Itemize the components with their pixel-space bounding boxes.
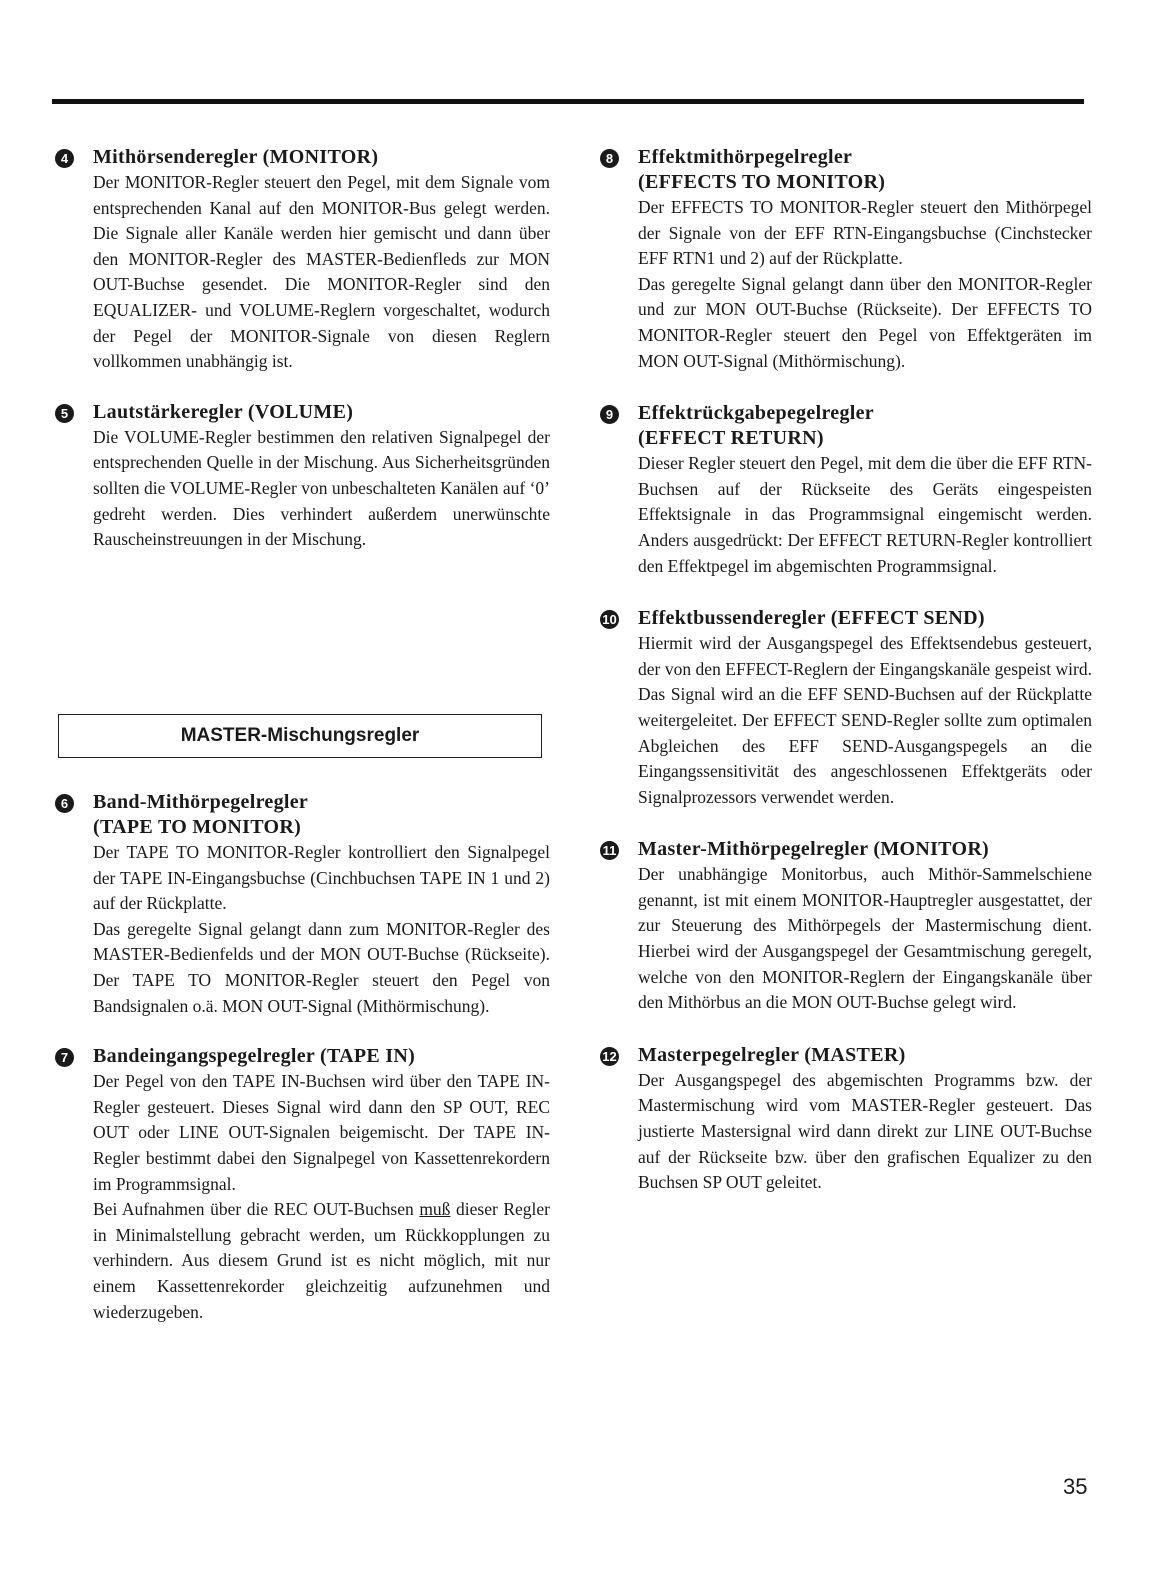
paragraph: Der MONITOR-Regler steuert den Pegel, mit dem Signale vom entsprechenden Kanal auf den MONITOR-Bus gelegt werden. Die Signale aller Kanäle werden hier gemischt und dann über den MONITOR-Regler des MASTER-Bedienfleds zur MON OUT-Buchse gesendet. Die MONITOR-Regler sind den EQUALIZER- und VOLUME-Reglern vorgeschaltet, wodurch der Pegel der MONITOR-Signale von diesen Reglern vollkommen unabhängig ist.	[93, 172, 550, 372]
section-body	[93, 840, 550, 1019]
section-tape-to-monitor	[55, 790, 550, 1019]
section-body	[93, 425, 550, 553]
paragraph-part: Bei Aufnahmen über die REC OUT-Buchsen	[93, 1199, 420, 1220]
paragraph: Dieser Regler steuert den Pegel, mit dem die über die EFF RTN-Buchsen auf der Rückseite des Geräts eingespeisten Effektsignale in das Programmsignal eingemischt werden. Anders ausgedrückt: Der EFFECT RETURN-Regler kontrolliert den Effektpegel im abgemischten Programmsignal.	[638, 453, 1092, 576]
section-volume	[55, 400, 550, 553]
section-body	[638, 862, 1092, 1016]
paragraph: Die VOLUME-Regler bestimmen den relativen Signalpegel der entsprechenden Quelle in der Mischung. Aus Sicherheitsgründen sollten die VOLUME-Regler von unbeschalteten Kanälen auf ‘0’ gedreht werden. Dies verhindert außerdem unerwünschte Rauscheinstreuungen in der Mischung.	[93, 426, 550, 550]
left-column-lower	[55, 790, 550, 1325]
section-body	[93, 1069, 550, 1325]
section-body	[93, 170, 550, 375]
section-effect-return	[600, 401, 1092, 579]
page-number: 35	[1063, 1474, 1088, 1499]
section-title: Master-Mithörpegelregler (MONITOR)	[638, 838, 990, 861]
number-badge: 10	[600, 610, 619, 629]
paragraph: Das geregelte Signal gelangt dann über den MONITOR-Regler und zur MON OUT-Buchse (Rückseite). Der EFFECTS TO MONITOR-Regler steuert den Pegel von Effektgeräten im MON OUT-Signal (Mithörmischung).	[638, 273, 1092, 371]
paragraph: Hiermit wird der Ausgangspegel des Effektsendebus gesteuert, der von den EFFECT-Reglern der Eingangskanäle gespeist wird. Das Signal wird an die EFF SEND-Buchsen auf der Rückplatte weitergeleitet. Der EFFECT SEND-Regler sollte zum optimalen Abgleichen des EFF SEND-Ausgangspegels an die Eingangssensitivität des angeschlossenen Effektgeräts oder Signalprozessors verwendet werden.	[638, 633, 1092, 807]
paragraph	[93, 1197, 550, 1325]
section-master-monitor	[600, 837, 1092, 1016]
section-title: Mithörsenderegler (MONITOR)	[93, 146, 379, 168]
paragraph: Der Ausgangspegel des abgemischten Programms bzw. der Mastermischung wird vom MASTER-Regler gesteuert. Das justierte Mastersignal wird dann direkt zur LINE OUT-Buchse auf der Rückseite bzw. über den grafischen Equalizer zu den Buchsen SP OUT geleitet.	[638, 1069, 1092, 1193]
number-badge: 11	[600, 841, 619, 860]
section-master	[600, 1043, 1092, 1196]
section-body	[638, 195, 1092, 374]
section-title-line2: (EFFECTS TO MONITOR)	[638, 171, 886, 193]
section-title-line2: (TAPE TO MONITOR)	[93, 816, 302, 838]
section-title: Effektbussenderegler (EFFECT SEND)	[638, 607, 985, 630]
section-body	[638, 631, 1092, 810]
section-title: Effektmithörpegelregler	[638, 146, 853, 168]
number-badge: 5	[55, 404, 74, 423]
section-body	[638, 1068, 1092, 1196]
section-effects-to-monitor	[600, 145, 1092, 374]
section-body	[638, 451, 1092, 579]
section-title: Effektrückgabepegelregler	[638, 402, 874, 425]
paragraph-part: dieser Regler in Minimalstellung gebracht werden, um Rückkopplungen zu verhindern. Aus diesem Grund ist es nicht möglich, mit nur einem Kassettenrekorder gleichzeitig aufzunehmen und wiederzugeben.	[93, 1199, 550, 1322]
number-badge: 7	[55, 1048, 74, 1067]
number-badge: 12	[600, 1047, 619, 1066]
section-monitor-send	[55, 145, 550, 375]
number-badge: 9	[600, 405, 619, 424]
number-badge: 8	[600, 149, 619, 168]
section-title: Band-Mithörpegelregler	[93, 791, 309, 813]
section-title-line2: (EFFECT RETURN)	[638, 427, 824, 450]
paragraph: Der EFFECTS TO MONITOR-Regler steuert den Mithörpegel der Signale von der EFF RTN-Eingangsbuchse (Cinchstecker EFF RTN1 und 2) auf der Rückplatte.	[638, 197, 1092, 269]
section-tape-in	[55, 1044, 550, 1325]
section-effect-send	[600, 606, 1092, 810]
paragraph: Der unabhängige Monitorbus, auch Mithör-Sammelschiene genannt, ist mit einem MONITOR-Hauptregler ausgestattet, der zur Steuerung des Mithörpegels der Mastermischung dient. Hierbei wird der Ausgangspegel der Gesamtmischung geregelt, welche von den MONITOR-Reglern der Eingangskanäle über den Mithörbus an die MON OUT-Buchse gelegt wird.	[638, 864, 1092, 1013]
left-column	[55, 145, 550, 553]
section-title: Bandeingangspegelregler (TAPE IN)	[93, 1045, 416, 1068]
master-section-heading: MASTER-Mischungsregler	[58, 714, 542, 758]
number-badge: 6	[55, 794, 74, 813]
emphasis-underlined: muß	[419, 1199, 451, 1220]
paragraph: Das geregelte Signal gelangt dann zum MONITOR-Regler des MASTER-Bedienfelds und der MON OUT-Buchse (Rückseite). Der TAPE TO MONITOR-Regler steuert den Pegel von Bandsignalen o.ä. MON OUT-Signal (Mithörmischung).	[93, 918, 550, 1016]
paragraph: Der Pegel von den TAPE IN-Buchsen wird über den TAPE IN-Regler gesteuert. Dieses Signal wird dann den SP OUT, REC OUT oder LINE OUT-Signalen beigemischt. Der TAPE IN-Regler bestimmt dabei den Signalpegel von Kassettenrekordern im Programmsignal.	[93, 1071, 550, 1194]
number-badge: 4	[55, 149, 74, 168]
top-rule	[52, 99, 1084, 104]
section-title: Masterpegelregler (MASTER)	[638, 1043, 906, 1066]
section-title: Lautstärkeregler (VOLUME)	[93, 400, 354, 423]
paragraph: Der TAPE TO MONITOR-Regler kontrolliert den Signalpegel der TAPE IN-Eingangsbuchse (Cinchbuchsen TAPE IN 1 und 2) auf der Rückplatte.	[93, 842, 550, 914]
right-column	[600, 145, 1092, 1196]
